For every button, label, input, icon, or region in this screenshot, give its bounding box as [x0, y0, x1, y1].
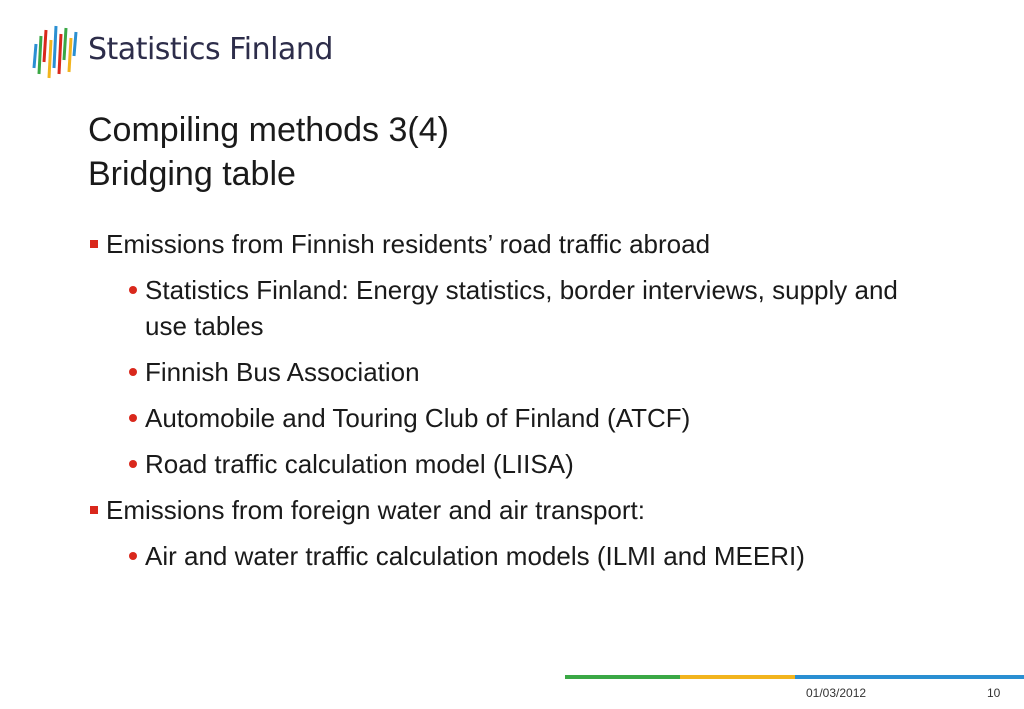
bullet-text: Statistics Finland: Energy statistics, border interviews, supply and use tables — [145, 275, 898, 341]
footer-bar-yellow — [680, 675, 795, 679]
slide-title-line-1: Compiling methods 3(4) — [88, 111, 449, 149]
sub-bullet-item — [88, 400, 928, 436]
bullet-text: Air and water traffic calculation models (ILMI and MEERI) — [145, 541, 805, 571]
page-number: 10 — [987, 686, 1001, 700]
sub-bullet-item — [88, 354, 928, 390]
bullet-item — [88, 492, 928, 528]
round-bullet-icon — [129, 552, 137, 560]
round-bullet-icon — [129, 368, 137, 376]
bullet-text: Emissions from Finnish residents’ road traffic abroad — [106, 229, 711, 259]
bullet-list — [88, 226, 928, 584]
bullet-item — [88, 226, 928, 262]
sub-bullet-item — [88, 272, 928, 344]
footer-bar-green — [565, 675, 680, 679]
square-bullet-icon — [90, 506, 98, 514]
round-bullet-icon — [129, 286, 137, 294]
footer-date: 01/03/2012 — [806, 686, 867, 700]
footer-bar-blue — [795, 675, 1024, 679]
bullet-text: Automobile and Touring Club of Finland (ATCF) — [145, 403, 691, 433]
round-bullet-icon — [129, 414, 137, 422]
round-bullet-icon — [129, 460, 137, 468]
footer-color-bar — [565, 675, 1024, 679]
sub-bullet-item — [88, 538, 928, 574]
logo-text: Statistics Finland — [88, 32, 333, 67]
bullet-text: Road traffic calculation model (LIISA) — [145, 449, 574, 479]
bullet-text: Emissions from foreign water and air transport: — [106, 495, 645, 525]
slide-title — [88, 108, 449, 196]
bullet-text: Finnish Bus Association — [145, 357, 420, 387]
square-bullet-icon — [90, 240, 98, 248]
sub-bullet-item — [88, 446, 928, 482]
statistics-finland-bars-icon — [30, 22, 80, 82]
slide-title-line-2: Bridging table — [88, 155, 296, 193]
